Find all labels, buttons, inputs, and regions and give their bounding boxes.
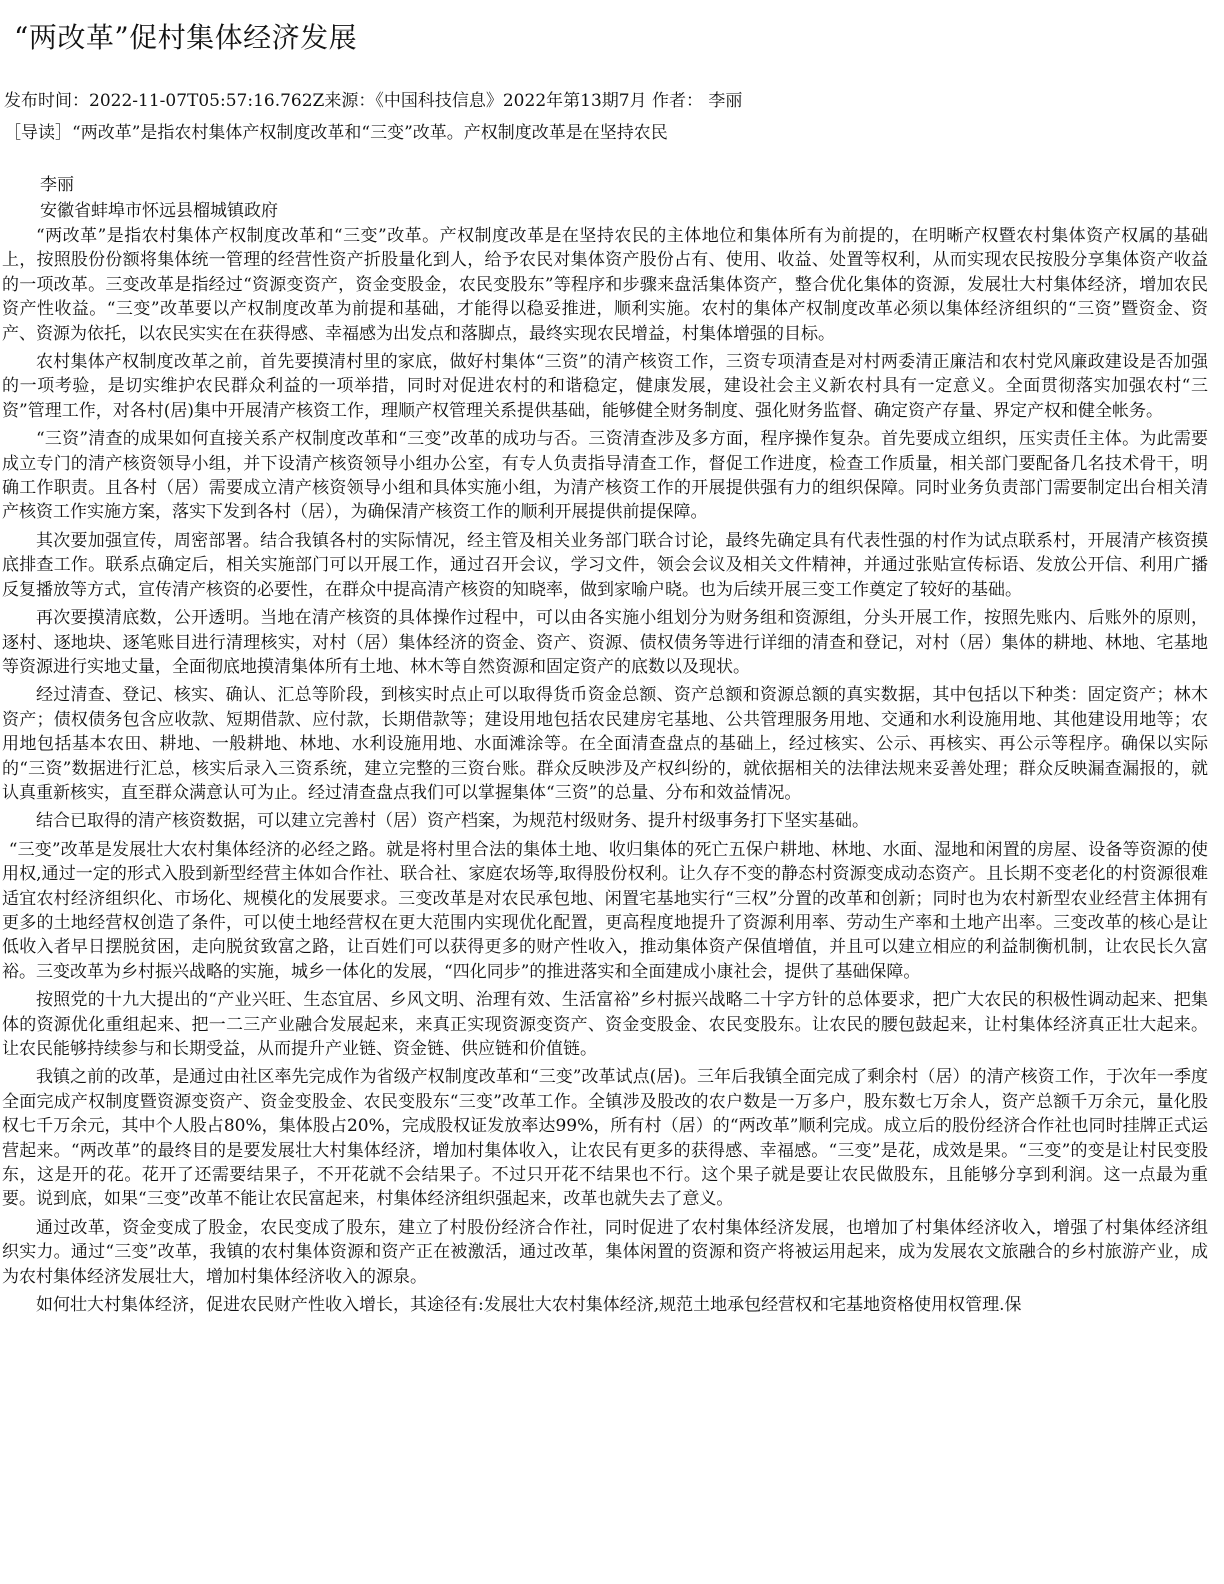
article-intro: ［导读］“两改革”是指农村集体产权制度改革和“三变”改革。产权制度改革是在坚持农民 bbox=[4, 123, 668, 143]
body-paragraph: “三变”改革是发展壮大农村集体经济的必经之路。就是将村里合法的集体土地、收归集体的死亡五保户耕地、林地、水面、湿地和闲置的房屋、设备等资源的使用权,通过一定的形式入股到新型经营主体如合作社、联合社、家庭农场等,取得股份权利。让久存不变的静态村资源变成动态资产。且长期不变老化的村资源很难适宜农村经济组织化、市场化、规模化的发展要求。三变改革是对农民承包地、闲置宅基地实行“三权”分置的改革和创新；同时也为农村新型农业经营主体拥有更多的土地经营权创造了条件，可以使土地经营权在更大范围内实现优化配置，更高程度地提升了资源利用率、劳动生产率和土地产出率。三变改革的核心是让低收入者早日摆脱贫困，走向脱贫致富之路，让百姓们可以获得更多的财产性收入，推动集体资产保值增值，并且可以建立相应的利益制衡机制，让农民长久富裕。三变改革为乡村振兴战略的实施，城乡一体化的发展，“四化同步”的推进落实和全面建成小康社会，提供了基础保障。 bbox=[2, 839, 1208, 982]
article-body bbox=[2, 224, 1208, 1580]
body-paragraph: 结合已取得的清产核资数据，可以建立完善村（居）资产档案，为规范村级财务、提升村级事务打下坚实基础。 bbox=[36, 811, 869, 832]
body-paragraph: 按照党的十九大提出的“产业兴旺、生态宜居、乡风文明、治理有效、生活富裕”乡村振兴战略二十字方针的总体要求，把广大农民的积极性调动起来、把集体的资源优化重组起来、把一二三产业融合发展起来，来真正实现资源变资产、资金变股金、农民变股东。让农民的腰包鼓起来，让村集体经济真正壮大起来。让农民能够持续参与和长期受益，从而提升产业链、资金链、供应链和价值链。 bbox=[2, 990, 1208, 1059]
author-block bbox=[40, 172, 278, 224]
body-paragraph: 通过改革，资金变成了股金，农民变成了股东，建立了村股份经济合作社，同时促进了农村集体经济发展，也增加了村集体经济收入，增强了村集体经济组织实力。通过“三变”改革，我镇的农村集体资源和资产正在被激活，通过改革，集体闲置的资源和资产将被运用起来，成为发展农文旅融合的乡村旅游产业，成为农村集体经济发展壮大，增加村集体经济收入的源泉。 bbox=[2, 1217, 1208, 1287]
author-name: 李丽 bbox=[40, 175, 74, 195]
author-affiliation: 安徽省蚌埠市怀远县榴城镇政府 bbox=[40, 201, 278, 221]
body-paragraph: 再次要摸清底数，公开透明。当地在清产核资的具体操作过程中，可以由各实施小组划分为财务组和资源组，分头开展工作，按照先账内、后账外的原则，逐村、逐地块、逐笔账目进行清理核实，对村（居）集体经济的资金、资产、资源、债权债务等进行详细的清查和登记，对村（居）集体的耕地、林地、宅基地等资源进行实地丈量，全面彻底地摸清集体所有土地、林木等自然资源和固定资产的底数以及现状。 bbox=[2, 608, 1208, 677]
body-paragraph: “三资”清查的成果如何直接关系产权制度改革和“三变”改革的成功与否。三资清查涉及多方面，程序操作复杂。首先要成立组织，压实责任主体。为此需要成立专门的清产核资领导小组，并下设清产核资领导小组办公室，有专人负责指导清查工作，督促工作进度，检查工作质量，相关部门要配备几名技术骨干，明确工作职责。且各村（居）需要成立清产核资领导小组和具体实施小组，为清产核资工作的开展提供强有力的组织保障。同时业务负责部门需要制定出台相关清产核资工作实施方案，落实下发到各村（居），为确保清产核资工作的顺利开展提供前提保障。 bbox=[2, 429, 1208, 523]
body-paragraph: 经过清查、登记、核实、确认、汇总等阶段，到核实时点止可以取得货币资金总额、资产总额和资源总额的真实数据，其中包括以下种类：固定资产；林木资产；债权债务包含应收款、短期借款、应付款，长期借款等；建设用地包括农民建房宅基地、公共管理服务用地、交通和水利设施用地、其他建设用地等；农用地包括基本农田、耕地、一般耕地、林地、水利设施用地、水面滩涂等。在全面清查盘点的基础上，经过核实、公示、再核实、再公示等程序。确保以实际的“三资”数据进行汇总，核实后录入三资系统，建立完整的三资台账。群众反映涉及产权纠纷的，就依据相关的法律法规来妥善处理；群众反映漏查漏报的，就认真重新核实，直至群众满意认可为止。经过清查盘点我们可以掌握集体“三资”的总量、分布和效益情况。 bbox=[2, 685, 1208, 803]
body-paragraph: 如何壮大村集体经济，促进农民财产性收入增长，其途径有:发展壮大农村集体经济,规范土地承包经营权和宅基地资格使用权管理.保 bbox=[36, 1295, 1022, 1316]
body-paragraph: 其次要加强宣传，周密部署。结合我镇各村的实际情况，经主管及相关业务部门联合讨论，最终先确定具有代表性强的村作为试点联系村，开展清产核资摸底排查工作。联系点确定后，相关实施部门可以开展工作，通过召开会议，学习文件，领会会议及相关文件精神，并通过张贴宣传标语、发放公开信、利用广播反复播放等方式，宣传清产核资的必要性，在群众中提高清产核资的知晓率，做到家喻户晓。也为后续开展三变工作奠定了较好的基础。 bbox=[2, 530, 1208, 600]
article-title: “两改革”促村集体经济发展 bbox=[14, 21, 358, 54]
article-meta: 发布时间：2022-11-07T05:57:16.762Z来源：《中国科技信息》2022年第13期7月 作者： 李丽 bbox=[4, 91, 743, 111]
body-paragraph: 我镇之前的改革，是通过由社区率先完成作为省级产权制度改革和“三变”改革试点(居)。三年后我镇全面完成了剩余村（居）的清产核资工作，于次年一季度全面完成产权制度暨资源变资产、资金变股金、农民变股东“三变”改革工作。全镇涉及股改的农户数是一万多户，股东数七万余人，资产总额千万余元，量化股权七千万余元，其中个人股占80%，集体股占20%，完成股权证发放率达99%，所有村（居）的“两改革”顺利完成。成立后的股份经济合作社也同时挂牌正式运营起来。“两改革”的最终目的是要发展壮大村集体经济，增加村集体收入，让农民有更多的获得感、幸福感。“三变”是花，成效是果。“三变”的变是让村民变股东，这是开的花。花开了还需要结果子，不开花就不会结果子。不过只开花不结果也不行。这个果子就是要让农民做股东，且能够分享到利润。这一点最为重要。说到底，如果“三变”改革不能让农民富起来，村集体经济组织强起来，改革也就失去了意义。 bbox=[2, 1067, 1208, 1210]
body-paragraph: “两改革”是指农村集体产权制度改革和“三变”改革。产权制度改革是在坚持农民的主体地位和集体所有为前提的，在明晰产权暨农村集体资产权属的基础上，按照股份份额将集体统一管理的经营性资产折股量化到人，给予农民对集体资产股份占有、使用、收益、处置等权利，从而实现农民按股分享集体资产收益的一项改革。三变改革是指经过“资源变资产，资金变股金，农民变股东”等程序和步骤来盘活集体资产，整合优化集体的资源，发展壮大村集体经济，增加农民资产性收益。“三变”改革要以产权制度改革为前提和基础，才能得以稳妥推进，顺利实施。农村的集体产权制度改革必须以集体经济组织的“三资”暨资金、资产、资源为依托，以农民实实在在获得感、幸福感为出发点和落脚点，最终实现农民增益，村集体增强的目标。 bbox=[2, 226, 1208, 344]
body-paragraph: 农村集体产权制度改革之前，首先要摸清村里的家底，做好村集体“三资”的清产核资工作，三资专项清查是对村两委清正廉洁和农村党风廉政建设是否加强的一项考验，是切实维护农民群众利益的一项举措，同时对促进农村的和谐稳定，健康发展，建设社会主义新农村具有一定意义。全面贯彻落实加强农村“三资”管理工作，对各村(居)集中开展清产核资工作，理顺产权管理关系提供基础，能够健全财务制度、强化财务监督、确定资产存量、界定产权和健全帐务。 bbox=[2, 352, 1208, 421]
